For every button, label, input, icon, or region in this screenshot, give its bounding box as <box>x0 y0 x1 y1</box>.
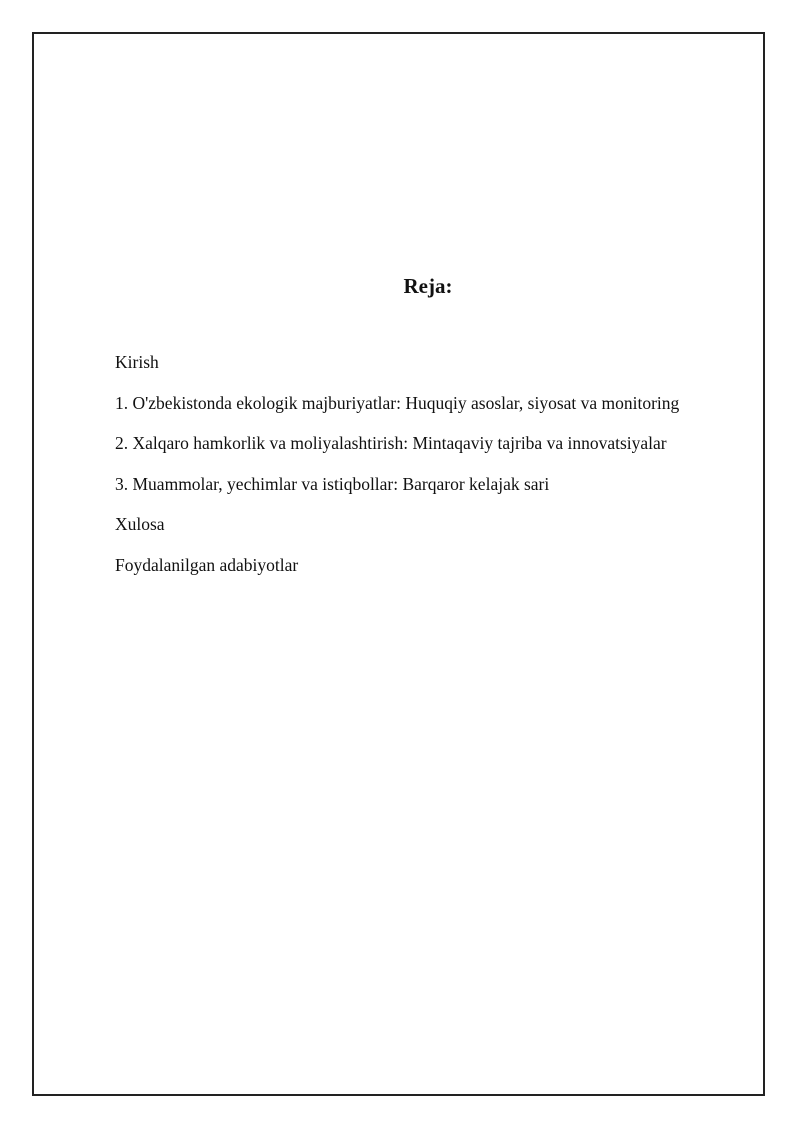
table-of-contents <box>115 350 755 594</box>
toc-item-introduction: Kirish <box>115 352 159 372</box>
page-title: Reja: <box>403 274 453 298</box>
toc-item-chapter-1: 1. O'zbekistonda ekologik majburiyatlar: Huquqiy asoslar, siyosat va monitoring <box>115 392 680 413</box>
toc-item-conclusion: Xulosa <box>115 514 165 535</box>
toc-item-chapter-3: 3. Muammolar, yechimlar va istiqbollar: Barqaror kelajak sari <box>115 473 550 494</box>
toc-item-references: Foydalanilgan adabiyotlar <box>115 554 299 575</box>
toc-item-chapter-2: 2. Xalqaro hamkorlik va moliyalashtirish: Mintaqaviy tajriba va innovatsiyalar <box>115 433 667 454</box>
